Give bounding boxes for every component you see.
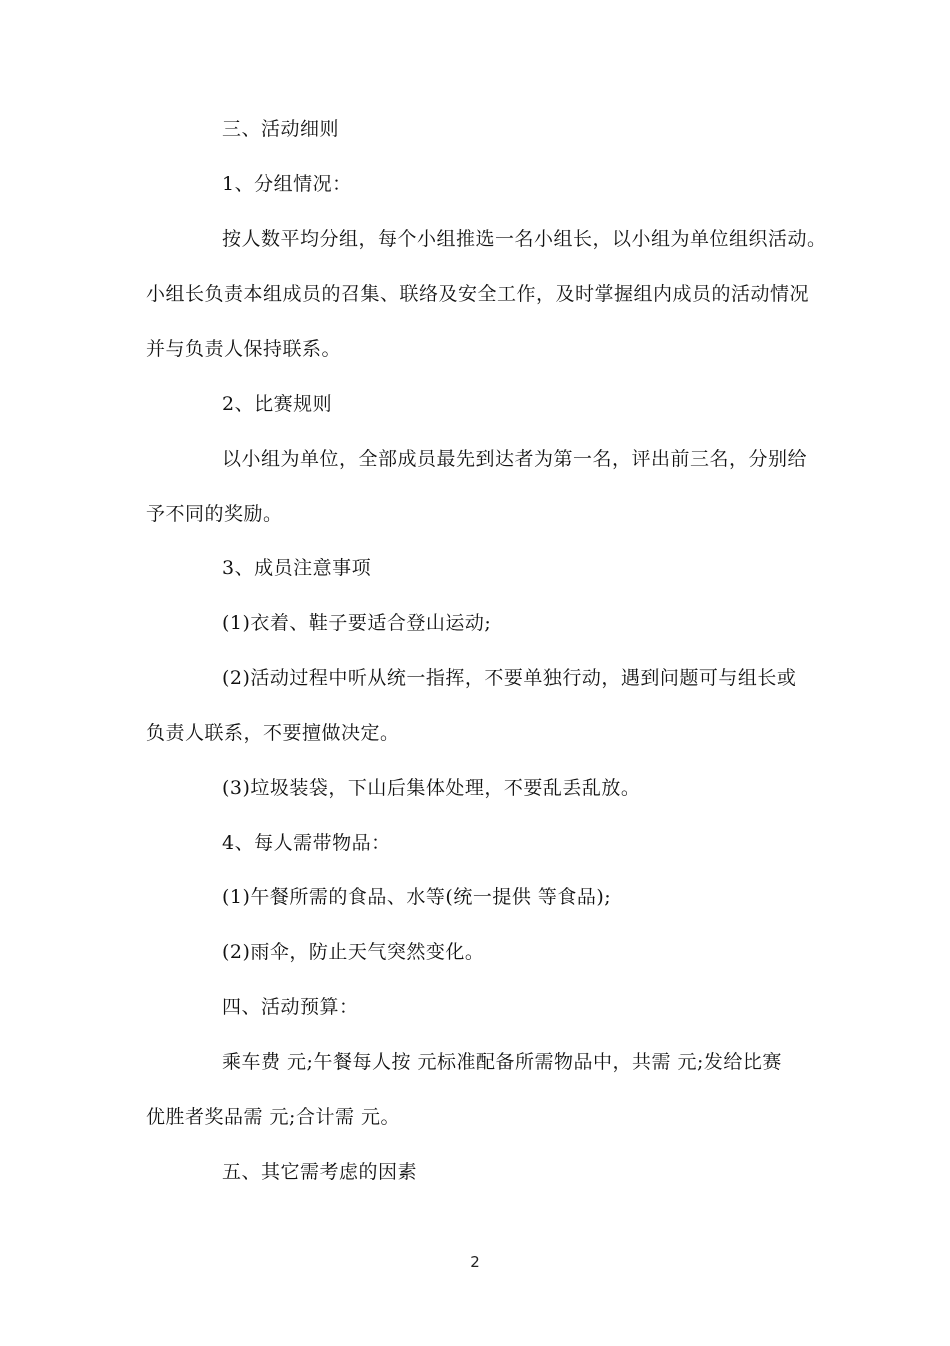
subheading-grouping: 1、分组情况： xyxy=(222,173,352,195)
paragraph-line: 以小组为单位，全部成员最先到达者为第一名，评出前三名，分别给 xyxy=(222,448,808,470)
list-item: (1)午餐所需的食品、水等(统一提供 等食品); xyxy=(222,886,612,908)
section-heading-other-factors: 五、其它需考虑的因素 xyxy=(222,1161,418,1183)
section-heading-activity-rules: 三、活动细则 xyxy=(222,118,340,140)
paragraph-line: 小组长负责本组成员的召集、联络及安全工作，及时掌握组内成员的活动情况 xyxy=(146,283,810,305)
paragraph-line: 乘车费 元;午餐每人按 元标准配备所需物品中，共需 元;发给比赛 xyxy=(222,1051,782,1073)
list-item: (2)活动过程中听从统一指挥，不要单独行动，遇到问题可与组长或 xyxy=(222,667,797,689)
subheading-items-to-bring: 4、每人需带物品： xyxy=(222,832,391,854)
page-number: 2 xyxy=(470,1253,480,1271)
section-heading-budget: 四、活动预算： xyxy=(222,996,359,1018)
subheading-competition-rules: 2、比赛规则 xyxy=(222,393,333,415)
list-item: (3)垃圾装袋，下山后集体处理，不要乱丢乱放。 xyxy=(222,777,641,799)
subheading-member-notes: 3、成员注意事项 xyxy=(222,557,372,579)
paragraph-line: 并与负责人保持联系。 xyxy=(146,338,342,360)
list-item: (1)衣着、鞋子要适合登山运动; xyxy=(222,612,492,634)
list-item: (2)雨伞，防止天气突然变化。 xyxy=(222,941,485,963)
paragraph-line: 优胜者奖品需 元;合计需 元。 xyxy=(146,1106,400,1128)
list-item-continuation: 负责人联系，不要擅做决定。 xyxy=(146,722,400,744)
paragraph-line: 予不同的奖励。 xyxy=(146,503,283,525)
paragraph-line: 按人数平均分组，每个小组推选一名小组长，以小组为单位组织活动。 xyxy=(222,228,827,250)
